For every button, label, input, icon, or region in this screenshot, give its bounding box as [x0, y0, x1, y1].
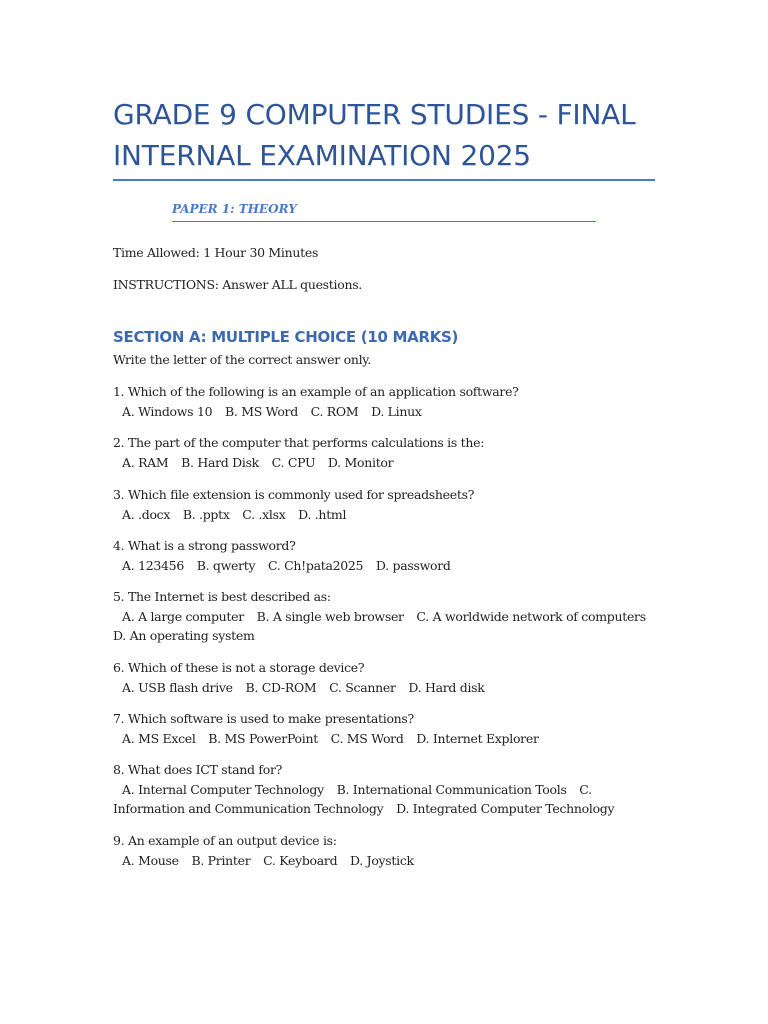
option-a: A. 123456 — [122, 557, 184, 573]
section-a-note: Write the letter of the correct answer only. — [113, 352, 372, 367]
question-options — [113, 729, 661, 749]
question-text: 3. Which file extension is commonly used for spreadsheets? — [113, 487, 475, 502]
option-b: B. .pptx — [182, 506, 230, 522]
question-8 — [113, 760, 661, 819]
option-d: D. Internet Explorer — [416, 730, 539, 746]
question-3 — [113, 485, 661, 524]
question-text: 8. What does ICT stand for? — [113, 762, 283, 777]
option-a: A. RAM — [122, 454, 169, 470]
question-text: 2. The part of the computer that performs calculations is the: — [113, 435, 485, 450]
question-options — [113, 453, 661, 473]
title-underline — [113, 179, 655, 181]
option-a: A. Windows 10 — [122, 403, 213, 419]
option-c: C. A worldwide network of computers — [416, 608, 646, 624]
question-2 — [113, 433, 661, 472]
option-b: B. qwerty — [196, 557, 256, 573]
paper-subtitle: PAPER 1: THEORY — [172, 202, 297, 216]
option-b: B. MS Word — [224, 403, 298, 419]
time-allowed: Time Allowed: 1 Hour 30 Minutes — [113, 245, 319, 260]
question-1 — [113, 382, 661, 421]
option-d: D. Joystick — [349, 852, 414, 868]
option-c: C. MS Word — [330, 730, 404, 746]
question-options — [113, 678, 661, 698]
section-a-heading: SECTION A: MULTIPLE CHOICE (10 MARKS) — [113, 328, 459, 346]
option-d: D. .html — [298, 506, 347, 522]
option-d: D. Linux — [371, 403, 422, 419]
option-c: C. Scanner — [329, 679, 396, 695]
question-text: 9. An example of an output device is: — [113, 833, 337, 848]
option-c: C. .xlsx — [242, 506, 286, 522]
question-options — [113, 780, 661, 819]
option-a: A. Internal Computer Technology — [122, 781, 324, 797]
question-9 — [113, 831, 661, 870]
option-a: A. USB flash drive — [122, 679, 233, 695]
option-b: B. Printer — [191, 852, 251, 868]
option-d: D. Hard disk — [408, 679, 485, 695]
option-b: B. Hard Disk — [181, 454, 259, 470]
question-text: 7. Which software is used to make presentations? — [113, 711, 414, 726]
option-b: B. A single web browser — [256, 608, 404, 624]
option-c: C. Information and Communication Technology — [113, 781, 592, 816]
question-text: 6. Which of these is not a storage device? — [113, 660, 365, 675]
subtitle-underline — [172, 221, 596, 222]
option-d: D. Monitor — [327, 454, 394, 470]
option-c: C. Ch!pata2025 — [267, 557, 364, 573]
question-6 — [113, 658, 661, 697]
question-options — [113, 556, 661, 576]
question-options — [113, 402, 661, 422]
option-b: B. CD-ROM — [245, 679, 317, 695]
option-d: D. password — [375, 557, 451, 573]
option-d: D. Integrated Computer Technology — [396, 801, 615, 816]
option-a: A. MS Excel — [122, 730, 196, 746]
option-b: B. International Communication Tools — [336, 781, 567, 797]
option-a: A. .docx — [122, 506, 171, 522]
question-options — [113, 607, 661, 627]
option-a: A. Mouse — [122, 852, 179, 868]
exam-title: GRADE 9 COMPUTER STUDIES - FINAL INTERNAL EXAMINATION 2025 — [113, 98, 636, 172]
option-b: B. MS PowerPoint — [208, 730, 318, 746]
question-options — [113, 505, 661, 525]
instructions: INSTRUCTIONS: Answer ALL questions. — [113, 277, 362, 292]
question-text: 1. Which of the following is an example of an application software? — [113, 384, 519, 399]
option-a: A. A large computer — [122, 608, 244, 624]
option-c: C. CPU — [271, 454, 316, 470]
question-text: 5. The Internet is best described as: — [113, 589, 331, 604]
question-5 — [113, 587, 661, 646]
question-text: 4. What is a strong password? — [113, 538, 296, 553]
question-4 — [113, 536, 661, 575]
question-options — [113, 851, 661, 871]
option-c: C. ROM — [310, 403, 359, 419]
option-c: C. Keyboard — [263, 852, 338, 868]
question-7 — [113, 709, 661, 748]
option-d: D. An operating system — [113, 628, 255, 643]
